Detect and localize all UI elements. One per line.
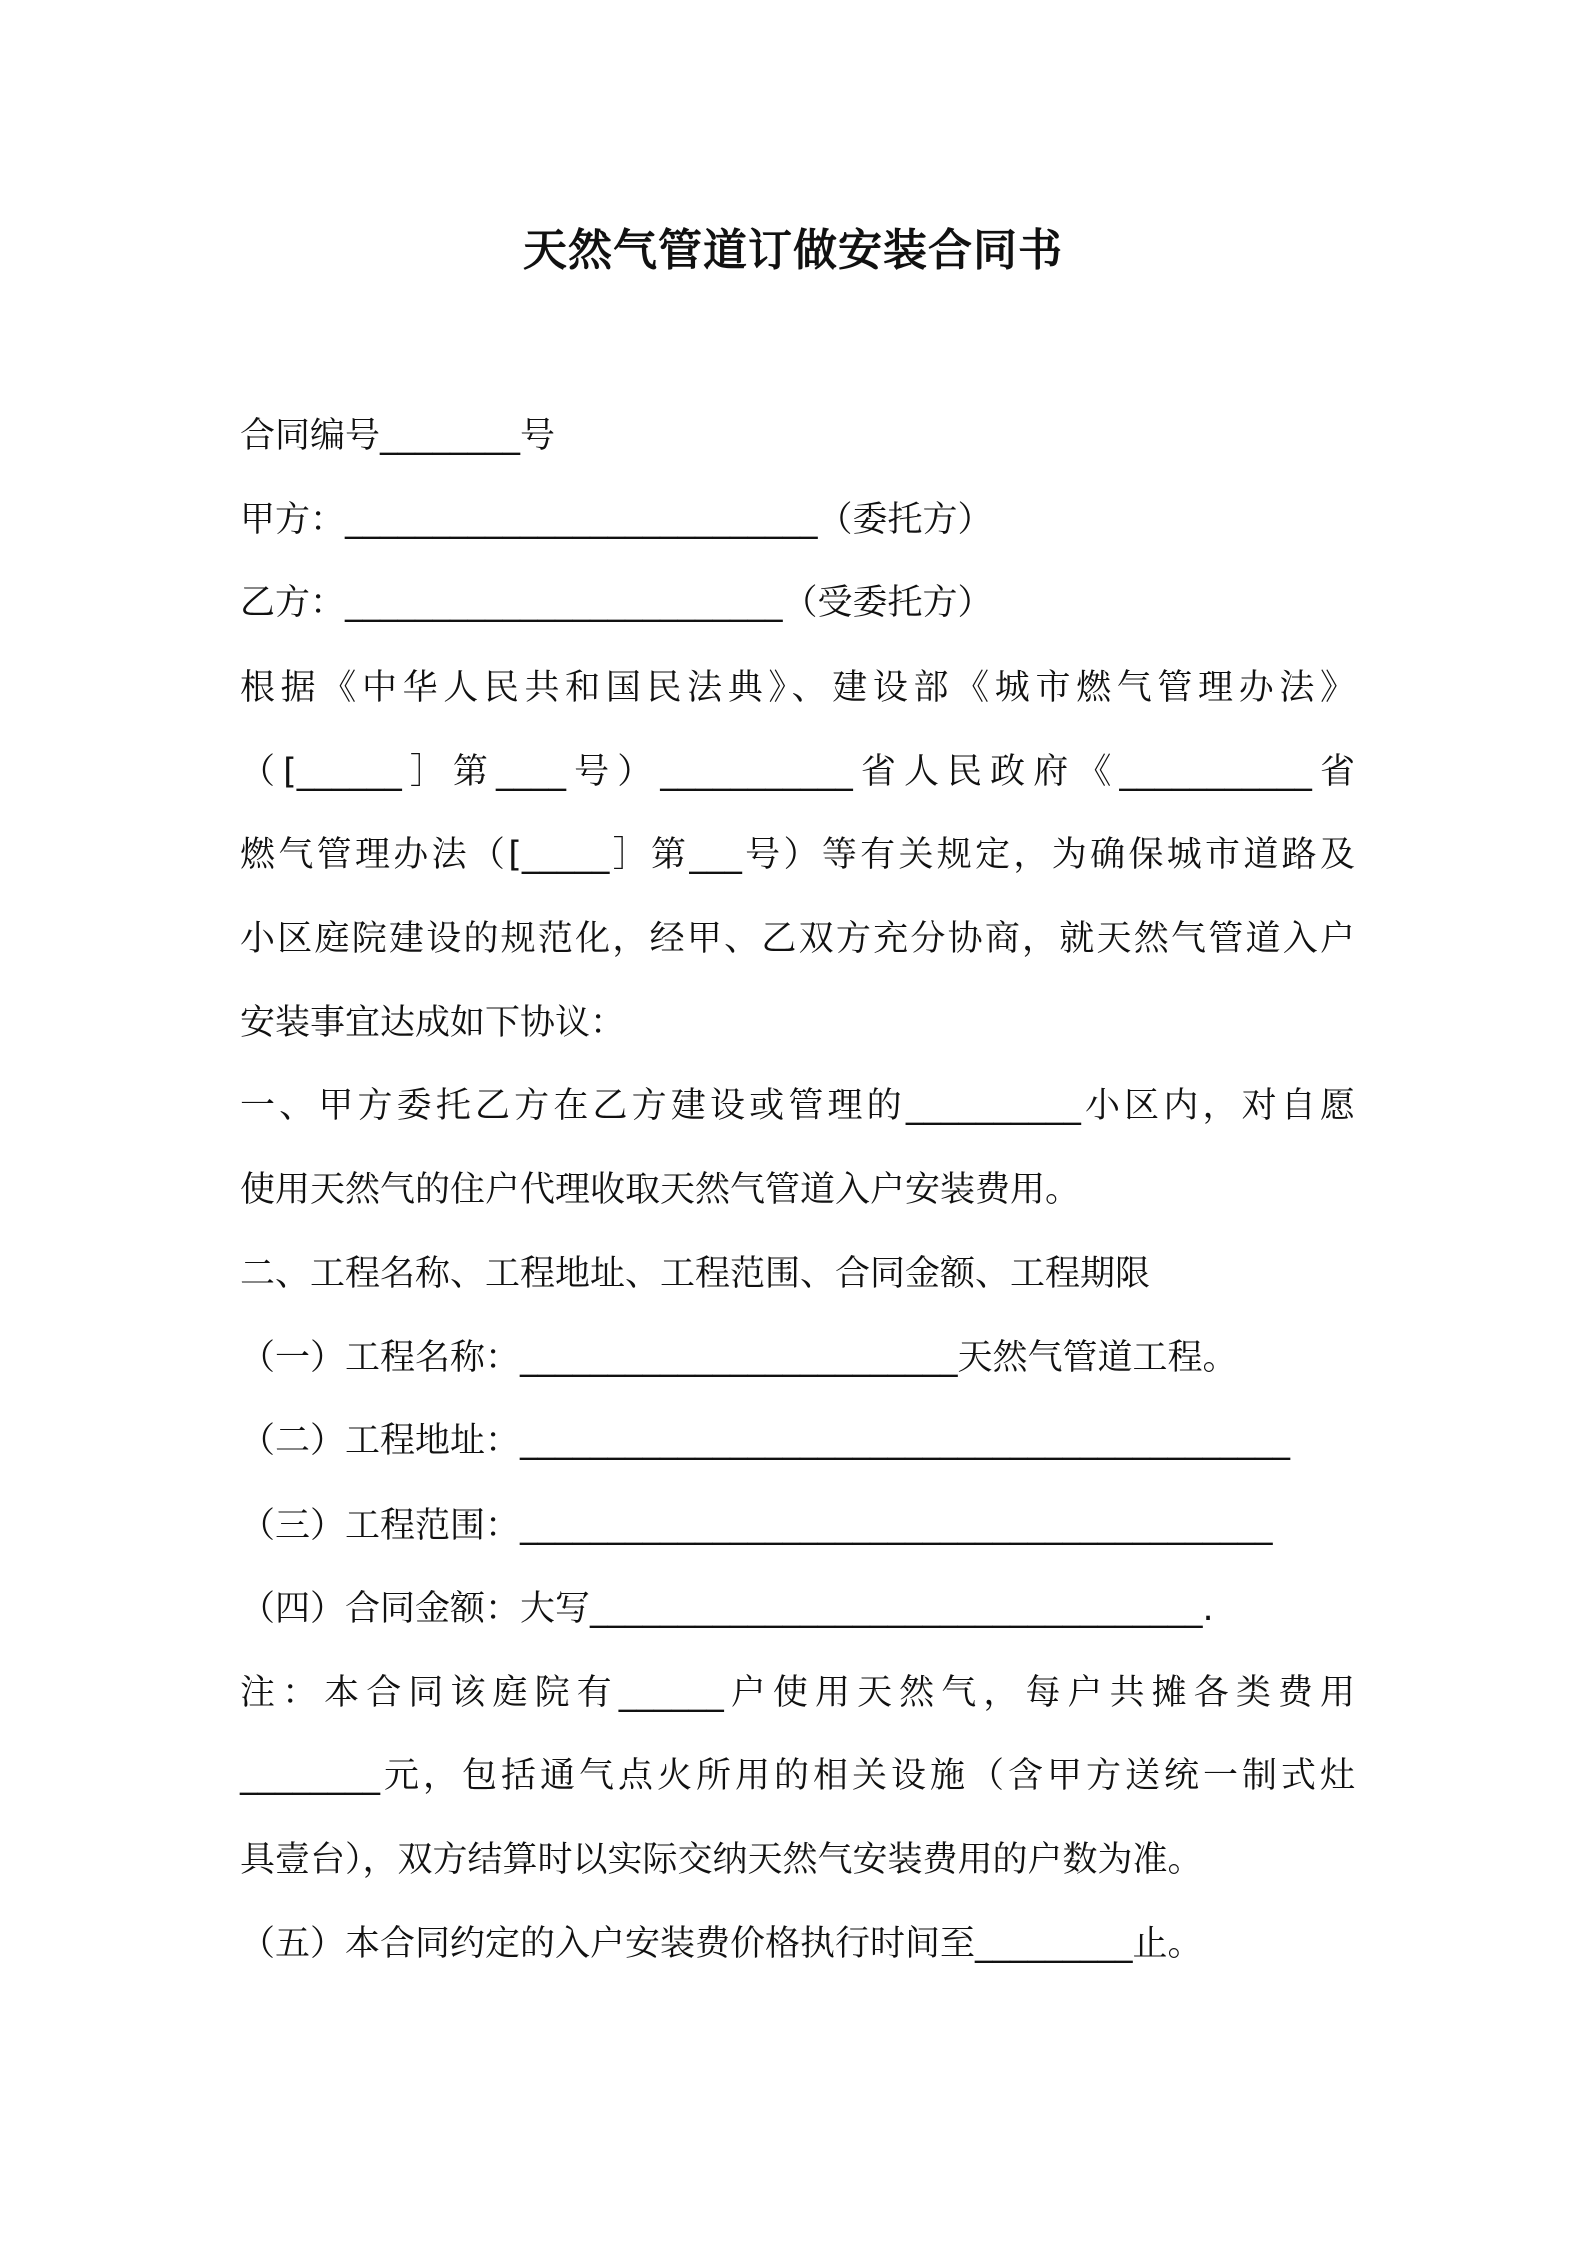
clause-2-heading: 二、工程名称、工程地址、工程范围、合同金额、工程期限: [240, 1254, 1151, 1294]
price-period-line: （五）本合同约定的入户安装费价格执行时间至_________止。: [240, 1924, 1203, 1964]
contract-amount-line: （四）合同金额：大写___________________________________.: [240, 1589, 1214, 1629]
party-a-line: 甲方：___________________________（委托方）: [240, 500, 993, 540]
project-name-line: （一）工程名称：_________________________天然气管道工程。: [240, 1338, 1238, 1378]
preamble-line-5: 安装事宜达成如下协议：: [240, 1003, 626, 1043]
document-title: 天然气管道订做安装合同书: [523, 225, 1063, 276]
project-scope-line: （三）工程范围：___________________________________________: [240, 1506, 1273, 1546]
clause-1-line-2: 使用天然气的住户代理收取天然气管道入户安装费用。: [240, 1170, 1081, 1210]
preamble-line-2: （[______］第____号）___________省人民政府《___________省: [240, 752, 1355, 792]
contract-number-line: 合同编号________号: [240, 416, 556, 456]
party-b-line: 乙方：_________________________（受委托方）: [240, 583, 993, 623]
preamble-line-3: 燃气管理办法（[_____］第___号）等有关规定，为确保城市道路及: [240, 835, 1355, 875]
project-address-line: （二）工程地址：____________________________________________: [240, 1421, 1291, 1461]
note-line-2: ________元，包括通气点火所用的相关设施（含甲方送统一制式灶: [240, 1756, 1355, 1796]
note-line-3: 具壹台），双方结算时以实际交纳天然气安装费用的户数为准。: [240, 1840, 1203, 1880]
preamble-line-4: 小区庭院建设的规范化，经甲、乙双方充分协商，就天然气管道入户: [240, 919, 1355, 959]
clause-1-line-1: 一、甲方委托乙方在乙方建设或管理的__________小区内，对自愿: [240, 1086, 1355, 1126]
preamble-line-1: 根据《中华人民共和国民法典》、建设部《城市燃气管理办法》: [240, 668, 1355, 708]
note-line-1: 注：本合同该庭院有______户使用天然气，每户共摊各类费用: [240, 1673, 1355, 1713]
